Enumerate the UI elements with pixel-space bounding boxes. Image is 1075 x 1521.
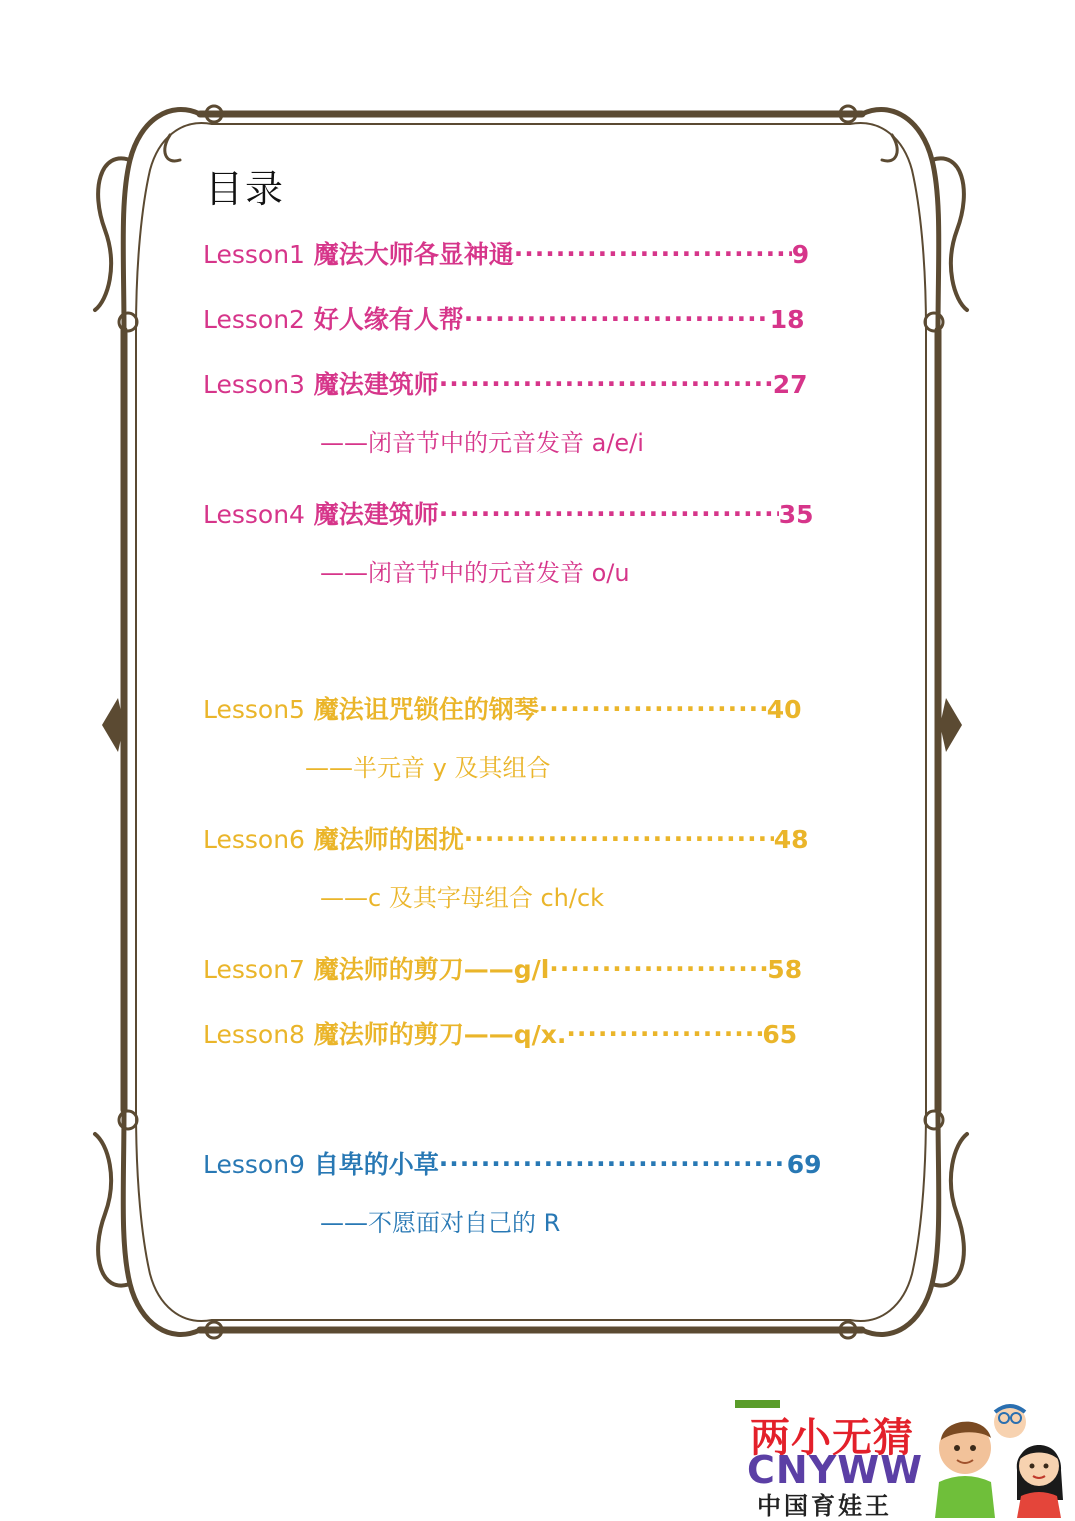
toc-entry-8[interactable] (203, 1013, 797, 1050)
page-number: 27 (772, 370, 808, 399)
lesson-code: Lesson5 (203, 695, 305, 724)
lesson-title: 魔法建筑师 (313, 370, 439, 399)
toc-subtitle-4: ——闭音节中的元音发音 o/u (320, 559, 630, 587)
lesson-code: Lesson1 (203, 240, 305, 269)
lesson-title: 魔法师的剪刀——q/x. (313, 1020, 567, 1049)
logo-english-name: CNYWW (747, 1448, 924, 1492)
dot-leader (439, 363, 773, 393)
toc-entry-9[interactable] (203, 1143, 822, 1180)
toc-entry-1[interactable] (203, 233, 809, 270)
lesson-code: Lesson8 (203, 1020, 305, 1049)
toc-subtitle-3: ——闭音节中的元音发音 a/e/i (320, 429, 644, 457)
page-number: 69 (786, 1150, 822, 1179)
lesson-title: 自卑的小草 (313, 1150, 439, 1179)
lesson-code: Lesson7 (203, 955, 305, 984)
page-number: 40 (766, 695, 802, 724)
brand-logo (735, 1400, 1075, 1518)
dot-leader (464, 298, 770, 328)
page-number: 9 (791, 240, 810, 269)
lesson-title: 好人缘有人帮 (313, 305, 464, 334)
cartoon-kids-icon (925, 1400, 1075, 1518)
lesson-code: Lesson2 (203, 305, 305, 334)
lesson-title: 魔法诅咒锁住的钢琴 (313, 695, 539, 724)
lesson-code: Lesson6 (203, 825, 305, 854)
page-number: 48 (773, 825, 809, 854)
dot-leader (464, 818, 774, 848)
toc-entry-4[interactable] (203, 493, 814, 530)
lesson-title: 魔法大师各显神通 (313, 240, 514, 269)
page-number: 35 (778, 500, 814, 529)
logo-chinese-name: 两小无猜 (750, 1415, 914, 1461)
toc-entry-7[interactable] (203, 948, 802, 985)
dot-leader (549, 948, 767, 978)
dot-leader (539, 688, 767, 718)
lesson-title: 魔法建筑师 (313, 500, 439, 529)
page-number: 65 (762, 1020, 798, 1049)
lesson-title: 魔法师的困扰 (313, 825, 464, 854)
toc-subtitle-5: ——半元音 y 及其组合 (305, 754, 551, 782)
page-number: 18 (769, 305, 805, 334)
lesson-title: 魔法师的剪刀——g/l (313, 955, 550, 984)
dot-leader (514, 233, 792, 263)
toc-entry-2[interactable] (203, 298, 805, 335)
toc-entry-3[interactable] (203, 363, 808, 400)
page-title: 目录 (205, 167, 286, 211)
logo-tagline: 中国育娃王 (757, 1492, 892, 1520)
toc-subtitle-6: ——c 及其字母组合 ch/ck (320, 884, 605, 912)
page-number: 58 (767, 955, 803, 984)
lesson-code: Lesson9 (203, 1150, 305, 1179)
toc-entry-6[interactable] (203, 818, 809, 855)
toc-entry-5[interactable] (203, 688, 802, 725)
lesson-code: Lesson4 (203, 500, 305, 529)
dot-leader (566, 1013, 762, 1043)
dot-leader (439, 493, 779, 523)
toc-subtitle-9: ——不愿面对自己的 R (320, 1209, 561, 1237)
lesson-code: Lesson3 (203, 370, 305, 399)
dot-leader (439, 1143, 787, 1173)
